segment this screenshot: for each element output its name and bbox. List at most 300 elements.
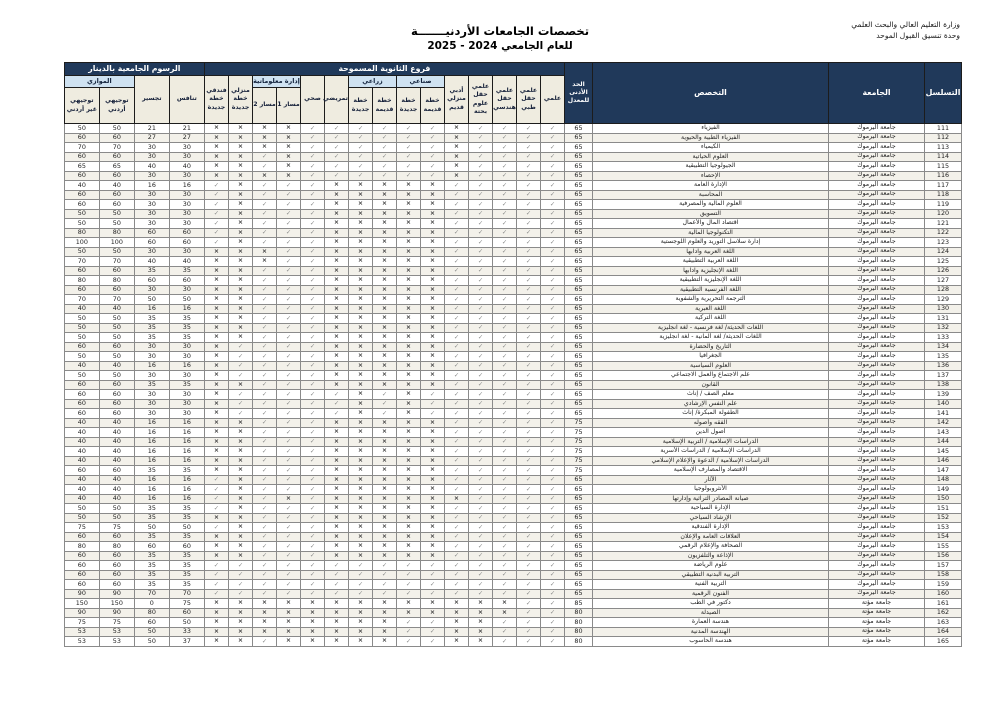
cell-sci-medical: ✓	[517, 124, 541, 134]
cell-scientific: ✓	[541, 295, 565, 305]
cell-sci-medical: ✓	[517, 342, 541, 352]
cell-health: ✓	[301, 285, 325, 295]
cell-university: جامعة مؤتة	[829, 627, 925, 637]
cell-hotel-new: ×	[204, 599, 228, 609]
cell-sci-engineering: ✓	[493, 285, 517, 295]
cell-track2: ×	[253, 618, 277, 628]
cell-major: الهندسة المدنية	[593, 627, 829, 637]
cell-health: ✓	[301, 181, 325, 191]
cell-literary-old: ✓	[445, 475, 469, 485]
cell-industrial-new: ×	[397, 409, 421, 419]
cell-nursing: ×	[325, 257, 349, 267]
cell-sci-medical: ✓	[517, 466, 541, 476]
cell-track2: ✓	[253, 523, 277, 533]
cell-hotel-new: ✓	[204, 570, 228, 580]
cell-nursing: ×	[325, 599, 349, 609]
cell-home-new: ✓	[229, 352, 253, 362]
cell-agricultural-new: ×	[349, 257, 373, 267]
cell-sci-pure: ✓	[469, 133, 493, 143]
cell-sci-medical: ✓	[517, 295, 541, 305]
cell-university: جامعة اليرموك	[829, 162, 925, 172]
table-row	[64, 551, 961, 561]
cell-major: التربية الفنية	[593, 580, 829, 590]
cell-track1: ✓	[277, 456, 301, 466]
cell-literary-old: ×	[445, 608, 469, 618]
table-row	[64, 599, 961, 609]
cell-home-new: ×	[229, 257, 253, 267]
cell-industrial-new: ✓	[397, 580, 421, 590]
cell-sci-medical: ✓	[517, 570, 541, 580]
cell-fee-competitive: 16	[169, 456, 204, 466]
col-agricultural-new: خطة جديدة	[349, 88, 373, 124]
cell-scientific: ✓	[541, 190, 565, 200]
cell-health: ✓	[301, 247, 325, 257]
cell-industrial-new: ×	[397, 513, 421, 523]
cell-industrial-new: ×	[397, 304, 421, 314]
cell-health: ✓	[301, 504, 325, 514]
cell-industrial-old: ×	[421, 266, 445, 276]
cell-sci-engineering: ×	[493, 599, 517, 609]
cell-fee-parallel-jo: 60	[99, 171, 134, 181]
cell-hotel-new: ×	[204, 390, 228, 400]
cell-sci-pure: ✓	[469, 418, 493, 428]
cell-major: الآثار	[593, 475, 829, 485]
cell-sci-pure: ✓	[469, 190, 493, 200]
cell-sci-medical: ✓	[517, 475, 541, 485]
cell-agricultural-new: ×	[349, 409, 373, 419]
cell-university: جامعة اليرموك	[829, 285, 925, 295]
cell-major: اللغة الفرنسية التطبيقية	[593, 285, 829, 295]
col-health: صحي	[301, 76, 325, 124]
cell-agricultural-old: ✓	[373, 561, 397, 571]
cell-track1: ×	[277, 143, 301, 153]
cell-sci-medical: ✓	[517, 152, 541, 162]
table-row	[64, 276, 961, 286]
cell-home-new: ×	[229, 627, 253, 637]
cell-track1: ✓	[277, 342, 301, 352]
cell-fee-competitive: 16	[169, 361, 204, 371]
cell-fee-bridging: 30	[134, 409, 169, 419]
cell-track1: ✓	[277, 447, 301, 457]
cell-min-avg: 65	[565, 190, 593, 200]
cell-serial: 125	[925, 257, 962, 267]
cell-industrial-new: ×	[397, 485, 421, 495]
cell-sci-engineering: ✓	[493, 637, 517, 647]
cell-sci-engineering: ✓	[493, 352, 517, 362]
cell-sci-medical: ✓	[517, 599, 541, 609]
cell-literary-old: ✓	[445, 428, 469, 438]
cell-industrial-old: ×	[421, 247, 445, 257]
cell-sci-medical: ✓	[517, 200, 541, 210]
cell-scientific: ✓	[541, 181, 565, 191]
cell-sci-medical: ✓	[517, 637, 541, 647]
table-row	[64, 428, 961, 438]
cell-major: اللغة الإنجليزية وآدابها	[593, 266, 829, 276]
cell-agricultural-new: ✓	[349, 171, 373, 181]
cell-home-new: ×	[229, 304, 253, 314]
cell-serial: 137	[925, 371, 962, 381]
cell-scientific: ✓	[541, 380, 565, 390]
cell-min-avg: 65	[565, 200, 593, 210]
cell-hotel-new: ×	[204, 627, 228, 637]
cell-literary-old: ×	[445, 152, 469, 162]
cell-fee-parallel-non-jo: 40	[64, 447, 99, 457]
cell-track2: ✓	[253, 361, 277, 371]
cell-fee-parallel-non-jo: 40	[64, 361, 99, 371]
cell-serial: 140	[925, 399, 962, 409]
table-row	[64, 323, 961, 333]
cell-agricultural-old: ✓	[373, 580, 397, 590]
cell-sci-engineering: ✓	[493, 580, 517, 590]
cell-scientific: ✓	[541, 504, 565, 514]
cell-sci-medical: ✓	[517, 532, 541, 542]
cell-serial: 153	[925, 523, 962, 533]
cell-literary-old: ✓	[445, 219, 469, 229]
cell-serial: 158	[925, 570, 962, 580]
cell-fee-parallel-non-jo: 70	[64, 295, 99, 305]
cell-nursing: ×	[325, 190, 349, 200]
cell-sci-engineering: ✓	[493, 190, 517, 200]
cell-fee-competitive: 37	[169, 637, 204, 647]
cell-university: جامعة اليرموك	[829, 428, 925, 438]
cell-sci-engineering: ✓	[493, 228, 517, 238]
cell-track2: ✓	[253, 342, 277, 352]
cell-serial: 148	[925, 475, 962, 485]
cell-sci-pure: ✓	[469, 162, 493, 172]
group-fees: الرسوم الجامعية بالدينار	[64, 63, 204, 76]
cell-sci-medical: ✓	[517, 371, 541, 381]
table-row	[64, 181, 961, 191]
cell-hotel-new: ×	[204, 371, 228, 381]
cell-fee-parallel-non-jo: 40	[64, 304, 99, 314]
cell-sci-medical: ✓	[517, 314, 541, 324]
cell-fee-bridging: 16	[134, 447, 169, 457]
cell-home-new: ×	[229, 152, 253, 162]
cell-fee-parallel-jo: 60	[99, 133, 134, 143]
cell-fee-competitive: 16	[169, 428, 204, 438]
cell-fee-parallel-non-jo: 40	[64, 485, 99, 495]
cell-university: جامعة اليرموك	[829, 570, 925, 580]
cell-track2: ✓	[253, 485, 277, 495]
cell-fee-competitive: 40	[169, 162, 204, 172]
cell-hotel-new: ✓	[204, 190, 228, 200]
cell-agricultural-old: ×	[373, 418, 397, 428]
cell-sci-engineering: ✓	[493, 200, 517, 210]
cell-fee-competitive: 60	[169, 238, 204, 248]
cell-industrial-new: ✓	[397, 561, 421, 571]
table-row	[64, 361, 961, 371]
cell-min-avg: 65	[565, 513, 593, 523]
cell-nursing: ✓	[325, 152, 349, 162]
cell-university: جامعة اليرموك	[829, 209, 925, 219]
cell-industrial-new: ×	[397, 599, 421, 609]
majors-table	[64, 62, 962, 647]
cell-industrial-new: ×	[397, 323, 421, 333]
cell-industrial-new: ×	[397, 551, 421, 561]
cell-scientific: ✓	[541, 580, 565, 590]
cell-nursing: ✓	[325, 580, 349, 590]
cell-min-avg: 80	[565, 618, 593, 628]
table-row	[64, 437, 961, 447]
cell-fee-parallel-non-jo: 40	[64, 494, 99, 504]
cell-hotel-new: ×	[204, 285, 228, 295]
cell-min-avg: 65	[565, 209, 593, 219]
cell-university: جامعة اليرموك	[829, 323, 925, 333]
cell-sci-engineering: ✓	[493, 532, 517, 542]
cell-university: جامعة اليرموك	[829, 342, 925, 352]
cell-major: التكنولوجيا المالية	[593, 228, 829, 238]
cell-agricultural-old: ×	[373, 618, 397, 628]
cell-university: جامعة اليرموك	[829, 152, 925, 162]
cell-fee-competitive: 16	[169, 485, 204, 495]
cell-fee-bridging: 35	[134, 323, 169, 333]
cell-fee-parallel-jo: 60	[99, 266, 134, 276]
cell-fee-parallel-jo: 50	[99, 513, 134, 523]
cell-agricultural-new: ✓	[349, 124, 373, 134]
cell-fee-parallel-non-jo: 70	[64, 257, 99, 267]
cell-agricultural-old: ✓	[373, 162, 397, 172]
cell-major: الإذاعة والتلفزيون	[593, 551, 829, 561]
cell-health: ✓	[301, 190, 325, 200]
cell-sci-pure: ✓	[469, 466, 493, 476]
table-row	[64, 124, 961, 134]
cell-sci-pure: ×	[469, 637, 493, 647]
cell-sci-engineering: ✓	[493, 361, 517, 371]
cell-serial: 131	[925, 314, 962, 324]
cell-serial: 117	[925, 181, 962, 191]
cell-agricultural-old: ✓	[373, 589, 397, 599]
cell-literary-old: ✓	[445, 314, 469, 324]
cell-major: الدراسات الإسلامية / الدعوة والإعلام الإسلامي	[593, 456, 829, 466]
cell-agricultural-old: ×	[373, 523, 397, 533]
cell-serial: 113	[925, 143, 962, 153]
cell-major: اللغة العربية التطبيقية	[593, 257, 829, 267]
cell-sci-pure: ✓	[469, 143, 493, 153]
cell-literary-old: ✓	[445, 532, 469, 542]
col-sci-pure: علمي حقل علوم بحتة	[469, 76, 493, 124]
cell-agricultural-new: ×	[349, 219, 373, 229]
cell-nursing: ×	[325, 608, 349, 618]
cell-home-new: ×	[229, 219, 253, 229]
cell-scientific: ✓	[541, 342, 565, 352]
cell-sci-pure: ✓	[469, 276, 493, 286]
cell-fee-parallel-non-jo: 50	[64, 247, 99, 257]
cell-industrial-new: ×	[397, 238, 421, 248]
cell-min-avg: 65	[565, 333, 593, 343]
cell-industrial-old: ×	[421, 295, 445, 305]
cell-fee-competitive: 30	[169, 352, 204, 362]
cell-scientific: ✓	[541, 276, 565, 286]
cell-scientific: ✓	[541, 390, 565, 400]
cell-sci-pure: ✓	[469, 399, 493, 409]
cell-industrial-new: ✓	[397, 627, 421, 637]
cell-nursing: ×	[325, 618, 349, 628]
cell-track2: ✓	[253, 551, 277, 561]
cell-university: جامعة اليرموك	[829, 314, 925, 324]
cell-literary-old: ✓	[445, 304, 469, 314]
table-row	[64, 162, 961, 172]
cell-sci-engineering: ✓	[493, 475, 517, 485]
cell-scientific: ✓	[541, 589, 565, 599]
cell-literary-old: ✓	[445, 266, 469, 276]
table-row	[64, 133, 961, 143]
cell-university: جامعة اليرموك	[829, 181, 925, 191]
cell-agricultural-new: ×	[349, 466, 373, 476]
cell-scientific: ✓	[541, 399, 565, 409]
cell-industrial-old: ×	[421, 485, 445, 495]
cell-agricultural-new: ✓	[349, 561, 373, 571]
table-row	[64, 523, 961, 533]
cell-agricultural-old: ×	[373, 295, 397, 305]
cell-scientific: ✓	[541, 475, 565, 485]
cell-fee-parallel-jo: 40	[99, 418, 134, 428]
cell-min-avg: 65	[565, 504, 593, 514]
cell-track2: ✓	[253, 475, 277, 485]
cell-sci-medical: ✓	[517, 228, 541, 238]
table-row	[64, 238, 961, 248]
cell-university: جامعة اليرموك	[829, 485, 925, 495]
cell-university: جامعة اليرموك	[829, 352, 925, 362]
cell-agricultural-new: ×	[349, 513, 373, 523]
cell-serial: 127	[925, 276, 962, 286]
cell-fee-competitive: 35	[169, 314, 204, 324]
cell-fee-parallel-non-jo: 60	[64, 171, 99, 181]
cell-fee-bridging: 0	[134, 599, 169, 609]
cell-home-new: ✓	[229, 409, 253, 419]
cell-health: ✓	[301, 561, 325, 571]
cell-nursing: ×	[325, 314, 349, 324]
cell-sci-medical: ✓	[517, 589, 541, 599]
cell-serial: 122	[925, 228, 962, 238]
cell-hotel-new: ×	[204, 361, 228, 371]
cell-track1: ✓	[277, 219, 301, 229]
cell-university: جامعة اليرموك	[829, 418, 925, 428]
col-home-new: منزلي خطة جديدة	[229, 76, 253, 124]
cell-fee-parallel-non-jo: 50	[64, 504, 99, 514]
cell-sci-medical: ✓	[517, 219, 541, 229]
cell-sci-pure: ✓	[469, 504, 493, 514]
cell-fee-bridging: 30	[134, 371, 169, 381]
cell-industrial-new: ×	[397, 523, 421, 533]
cell-fee-parallel-non-jo: 60	[64, 342, 99, 352]
cell-industrial-new: ×	[397, 608, 421, 618]
cell-serial: 159	[925, 580, 962, 590]
cell-literary-old: ✓	[445, 523, 469, 533]
cell-hotel-new: ✓	[204, 200, 228, 210]
cell-major: القانون	[593, 380, 829, 390]
cell-fee-parallel-jo: 50	[99, 323, 134, 333]
cell-track1: ✓	[277, 371, 301, 381]
cell-fee-parallel-jo: 60	[99, 551, 134, 561]
cell-agricultural-new: ×	[349, 475, 373, 485]
cell-min-avg: 65	[565, 152, 593, 162]
cell-serial: 115	[925, 162, 962, 172]
cell-industrial-old: ✓	[421, 618, 445, 628]
cell-sci-engineering: ✓	[493, 219, 517, 229]
cell-min-avg: 65	[565, 542, 593, 552]
cell-home-new: ×	[229, 637, 253, 647]
cell-university: جامعة اليرموك	[829, 200, 925, 210]
cell-industrial-old: ×	[421, 209, 445, 219]
cell-sci-medical: ✓	[517, 399, 541, 409]
cell-fee-competitive: 30	[169, 190, 204, 200]
cell-agricultural-old: ×	[373, 323, 397, 333]
cell-industrial-old: ×	[421, 333, 445, 343]
cell-serial: 161	[925, 599, 962, 609]
cell-industrial-old: ×	[421, 418, 445, 428]
cell-nursing: ×	[325, 551, 349, 561]
cell-industrial-new: ×	[397, 190, 421, 200]
table-row	[64, 228, 961, 238]
cell-hotel-new: ✓	[204, 475, 228, 485]
cell-university: جامعة اليرموك	[829, 589, 925, 599]
cell-sci-pure: ✓	[469, 124, 493, 134]
cell-industrial-old: ×	[421, 238, 445, 248]
cell-agricultural-new: ×	[349, 532, 373, 542]
cell-track1: ✓	[277, 399, 301, 409]
cell-industrial-old: ×	[421, 304, 445, 314]
cell-hotel-new: ✓	[204, 494, 228, 504]
cell-sci-engineering: ✓	[493, 456, 517, 466]
cell-track2: ✓	[253, 285, 277, 295]
cell-serial: 138	[925, 380, 962, 390]
cell-literary-old: ✓	[445, 295, 469, 305]
cell-scientific: ✓	[541, 494, 565, 504]
cell-track1: ✓	[277, 437, 301, 447]
cell-major: هندسة الحاسوب	[593, 637, 829, 647]
cell-major: اللغة العربية وآدابها	[593, 247, 829, 257]
cell-industrial-new: ✓	[397, 171, 421, 181]
cell-nursing: ✓	[325, 390, 349, 400]
cell-track1: ×	[277, 162, 301, 172]
cell-fee-bridging: 30	[134, 143, 169, 153]
cell-fee-parallel-jo: 60	[99, 409, 134, 419]
cell-sci-engineering: ✓	[493, 485, 517, 495]
cell-health: ✓	[301, 219, 325, 229]
cell-hotel-new: ×	[204, 295, 228, 305]
table-row	[64, 466, 961, 476]
cell-serial: 120	[925, 209, 962, 219]
cell-scientific: ✓	[541, 209, 565, 219]
cell-industrial-new: ×	[397, 257, 421, 267]
cell-nursing: ×	[325, 504, 349, 514]
cell-fee-parallel-non-jo: 70	[64, 143, 99, 153]
cell-sci-pure: ✓	[469, 342, 493, 352]
cell-fee-bridging: 35	[134, 380, 169, 390]
cell-industrial-old: ×	[421, 323, 445, 333]
cell-literary-old: ✓	[445, 352, 469, 362]
cell-sci-pure: ✓	[469, 551, 493, 561]
cell-health: ✓	[301, 447, 325, 457]
cell-scientific: ✓	[541, 599, 565, 609]
cell-sci-medical: ✓	[517, 551, 541, 561]
cell-fee-competitive: 30	[169, 409, 204, 419]
cell-literary-old: ✓	[445, 551, 469, 561]
cell-industrial-old: ×	[421, 447, 445, 457]
cell-fee-competitive: 35	[169, 513, 204, 523]
cell-fee-bridging: 30	[134, 352, 169, 362]
cell-fee-bridging: 16	[134, 361, 169, 371]
cell-health: ✓	[301, 143, 325, 153]
cell-fee-parallel-jo: 65	[99, 162, 134, 172]
cell-track1: ✓	[277, 513, 301, 523]
cell-track1: ×	[277, 494, 301, 504]
cell-nursing: ×	[325, 200, 349, 210]
cell-sci-pure: ✓	[469, 228, 493, 238]
cell-sci-engineering: ✓	[493, 133, 517, 143]
cell-fee-parallel-non-jo: 50	[64, 209, 99, 219]
cell-agricultural-new: ✓	[349, 152, 373, 162]
